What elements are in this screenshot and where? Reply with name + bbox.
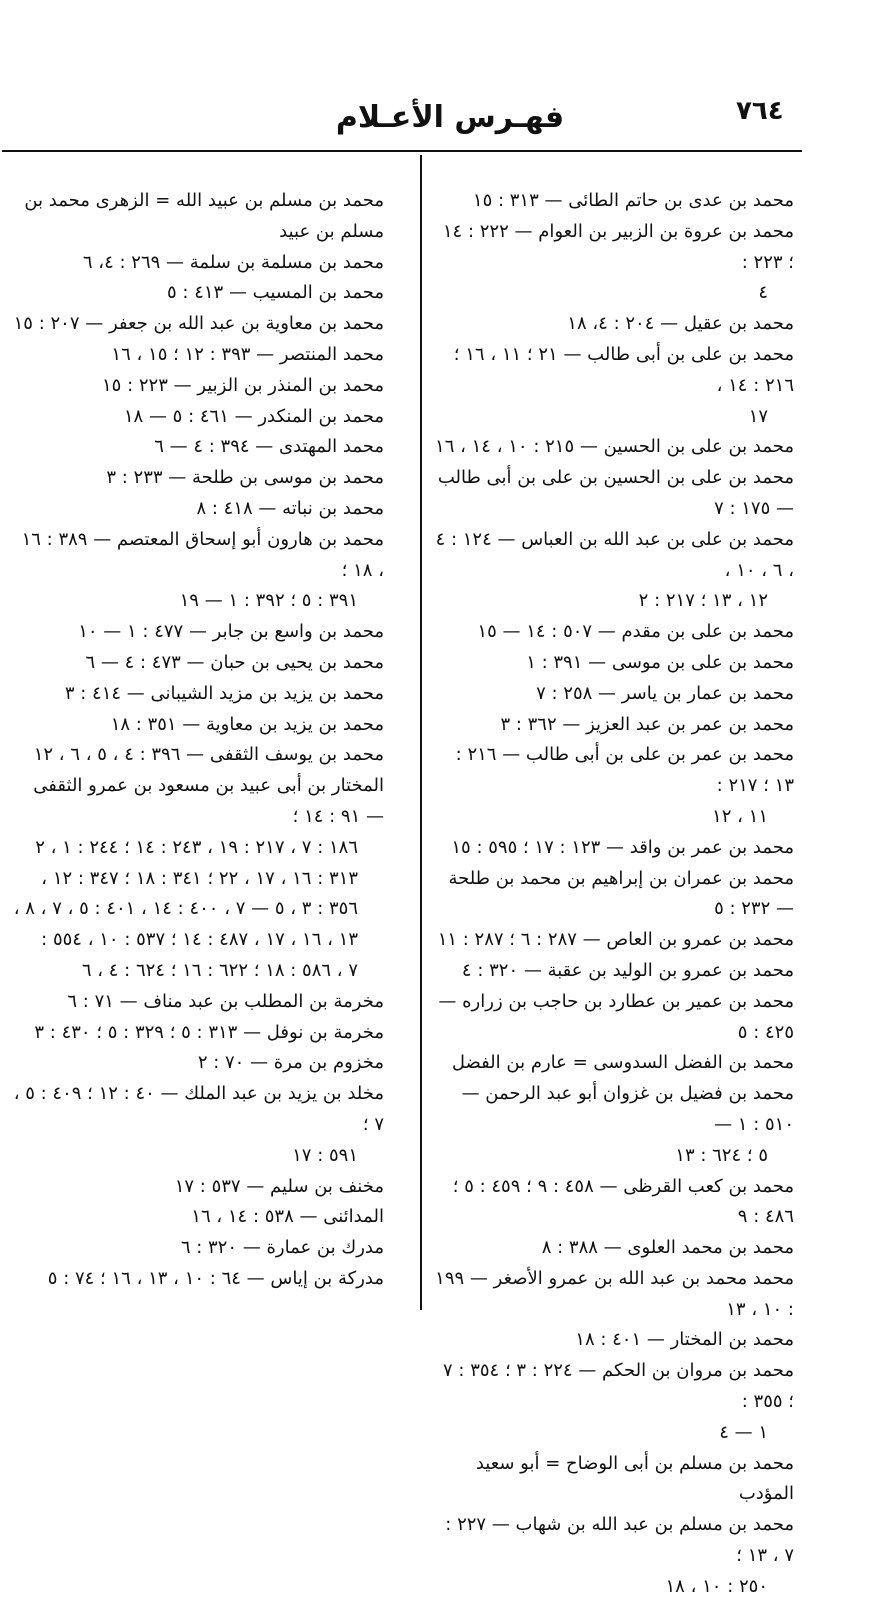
index-entry: محمد المنتصر — ٣٩٣ : ١٢ ؛ ١٥ ، ١٦ [111,343,384,365]
index-entry: محمد بن مسلم بن أبى الوضاح = أبو سعيد المؤدب [475,1452,794,1505]
index-entry-continuation: ٣٥٦ : ٣ ، ٥ — ٧ ، ٤٠٠ : ١٤ ، ٤٠١ : ٥ ، ٧ ، ٨ ، [13,898,358,920]
index-entry: محمد بن عمر بن عبد العزيز — ٣٦٢ : ٣ [500,713,794,735]
index-entry: محمد بن يزيد بن معاوية — ٣٥١ : ١٨ [110,713,384,735]
page-number: ٧٦٤ [736,96,784,126]
index-entry: محمد بن عمر بن واقد — ١٢٣ : ١٧ ؛ ٥٩٥ : ١٥ [451,836,794,858]
index-entry-continuation: ٤ [758,282,768,304]
index-entry-continuation: ١٧ [748,405,768,427]
index-entry-continuation: ٧ ، ٥٨٦ : ١٨ ؛ ٦٢٢ : ١٦ ؛ ٦٢٤ : ٤ ، ٦ [81,959,358,981]
index-entry: محمد بن يزيد بن مزيد الشيبانى — ٤١٤ : ٣ [64,682,384,704]
index-entry: محمد بن يوسف الثقفى — ٣٩٦ : ٤ ، ٥ ، ٦ ، ١٢ [33,744,384,766]
index-entry: محمد بن عقيل — ٢٠٤ : ٤، ١٨ [567,313,794,335]
index-entry-continuation: ٣٩١ : ٥ ؛ ٣٩٢ : ١ — ١٩ [179,590,358,612]
index-entry-continuation: ١٢ ، ١٣ ؛ ٢١٧ : ٢ [638,590,768,612]
index-column-right [432,186,794,1603]
index-entry: محمد بن على بن أبى طالب — ٢١ ؛ ١١ ، ١٦ ؛ ٢١٦ : ١٤ ، [453,343,794,396]
index-entry: محمد بن على بن مقدم — ٥٠٧ : ١٤ — ١٥ [477,621,794,643]
index-entry: محمد بن عمار بن ياسر — ٢٥٨ : ٧ [536,682,794,704]
index-entry: محمد بن على بن عبد الله بن العباس — ١٢٤ : ٤ ، ٦ ، ١٠ ، [435,528,794,581]
page-title: فهـرس الأعـلام [335,100,565,135]
index-entry: محمد بن يحيى بن حبان — ٤٧٣ : ٤ — ٦ [85,651,384,673]
index-entry-continuation: ٥٩١ : ١٧ [292,1144,358,1166]
index-entry: محمد بن واسع بن جابر — ٤٧٧ : ١ — ١٠ [78,621,384,643]
index-entry: محمد بن على بن الحسين — ٢١٥ : ١٠ ، ١٤ ، ١٦ [435,436,794,458]
index-entry-continuation: ١٣ ، ١٦ ، ١٧ ، ٤٨٧ : ١٤ ؛ ٥٣٧ : ١٠ ، ٥٥٤ : [41,929,358,951]
index-entry: محمد بن مسلم بن عبيد الله = الزهرى محمد بن مسلم بن عبيد [24,190,384,242]
index-entry: محمد المهتدى — ٣٩٤ : ٤ — ٦ [154,436,384,458]
index-entry: محمد بن معاوية بن عبد الله بن جعفر — ٢٠٧ : ١٥ [13,313,384,335]
index-entry: مخنف بن سليم — ٥٣٧ : ١٧ [174,1175,384,1197]
index-entry: محمد بن عروة بن الزبير بن العوام — ٢٢٢ : ١٤ ؛ ٢٢٣ : [442,220,794,273]
index-entry: محمد بن كعب القرظى — ٤٥٨ : ٩ ؛ ٤٥٩ : ٥ ؛ ٤٨٦ : ٩ [452,1175,794,1228]
index-entry: محمد بن محمد العلوى — ٣٨٨ : ٨ [541,1237,794,1259]
index-entry-continuation: ٣١٣ : ١٦ ، ١٧ ، ٢٢ ؛ ٣٤١ : ١٨ ؛ ٣٤٧ : ١٢ ، [41,867,358,889]
index-entry: مخرمة بن المطلب بن عبد مناف — ٧١ : ٦ [67,990,384,1012]
index-entry: مخزوم بن مرة — ٧٠ : ٢ [197,1052,384,1074]
index-entry-continuation: ١ — ٤ [719,1421,768,1443]
index-entry: محمد محمد بن عبد الله بن عمرو الأصغر — ١٩٩ : ١٠ ، ١٣ [435,1267,794,1320]
index-entry: محمد بن مسلمة بن سلمة — ٢٦٩ : ٤، ٦ [82,251,384,273]
index-entry: محمد بن فضيل بن غزوان أبو عبد الرحمن — ٥١٠ : ١ — [461,1083,794,1135]
index-entry: المدائنى — ٥٣٨ : ١٤ ، ١٦ [191,1206,384,1228]
index-entry: محمد بن عدى بن حاتم الطائى — ٣١٣ : ١٥ [472,190,794,211]
index-entry: مخرمة بن نوفل — ٣١٣ : ٥ ؛ ٣٢٩ : ٥ ؛ ٤٣٠ : ٣ [34,1021,384,1043]
index-entry: محمد بن المختار — ٤٠١ : ١٨ [575,1329,794,1351]
index-entry: محمد بن عمرو بن العاص — ٢٨٧ : ٦ ؛ ٢٨٧ : ١١ [437,929,794,951]
index-entry-continuation: ١١ ، ١٢ [712,805,768,827]
index-entry: محمد بن المنذر بن الزبير — ٢٢٣ : ١٥ [102,374,384,396]
index-entry: محمد بن نباته — ٤١٨ : ٨ [196,497,384,519]
index-entry: محمد بن مسلم بن عبد الله بن شهاب — ٢٢٧ : ٧ ، ١٣ ؛ [445,1514,794,1567]
index-entry-continuation: ٥ ؛ ٦٢٤ : ١٣ [675,1144,768,1166]
index-entry: مخلد بن يزيد بن عبد الملك — ٤٠ : ١٢ ؛ ٤٠٩ : ٥ ، ٧ ؛ [13,1083,384,1135]
index-entry: مدركة بن إياس — ٦٤ : ١٠ ، ١٣ ، ١٦ ؛ ٧٤ : ٥ [47,1267,384,1289]
index-entry: محمد بن عمران بن إبراهيم بن محمد بن طلحة — ٢٣٢ : ٥ [448,867,794,920]
index-entry: محمد بن مروان بن الحكم — ٢٢٤ : ٣ ؛ ٣٥٤ : ٧ ؛ ٣٥٥ : [443,1360,794,1413]
index-entry: محمد بن الفضل السدوسى = عارم بن الفضل [451,1052,794,1074]
index-entry: محمد بن عمر بن على بن أبى طالب — ٢١٦ : ١٣ ؛ ٢١٧ : [455,744,794,797]
index-entry: محمد بن المسيب — ٤١٣ : ٥ [167,282,384,304]
index-entry: محمد بن على بن الحسين بن على بن أبى طالب — ١٧٥ : ٧ [437,467,794,519]
index-entry: محمد بن عمرو بن الوليد بن عقبة — ٣٢٠ : ٤ [461,959,794,981]
header-rule [2,150,802,152]
index-entry-continuation: ١٨٦ : ٧ ، ٢١٧ : ١٩ ، ٢٤٣ : ١٤ ؛ ٢٤٤ : ١ ، ٢ [35,836,358,858]
column-divider [420,155,422,1310]
index-entry: محمد بن عمير بن عطارد بن حاجب بن زراره — ٤٢٥ : ٥ [438,990,794,1043]
index-entry: محمد بن المنكدر — ٤٦١ : ٥ — ١٨ [123,405,384,427]
index-entry: محمد بن هارون أبو إسحاق المعتصم — ٣٨٩ : ١٦ ، ١٨ ؛ [21,528,384,581]
index-entry: محمد بن على بن موسى — ٣٩١ : ١ [526,651,794,673]
index-entry: المختار بن أبى عبيد بن مسعود بن عمرو الثقفى — ٩١ : ١٤ ؛ [33,775,384,827]
index-entry-continuation: ٢٥٠ : ١٠ ، ١٨ [665,1575,768,1597]
index-entry: مدرك بن عمارة — ٣٢٠ : ٦ [180,1237,384,1259]
index-entry: محمد بن موسى بن طلحة — ٢٣٣ : ٣ [106,467,384,489]
index-column-left [12,186,384,1295]
